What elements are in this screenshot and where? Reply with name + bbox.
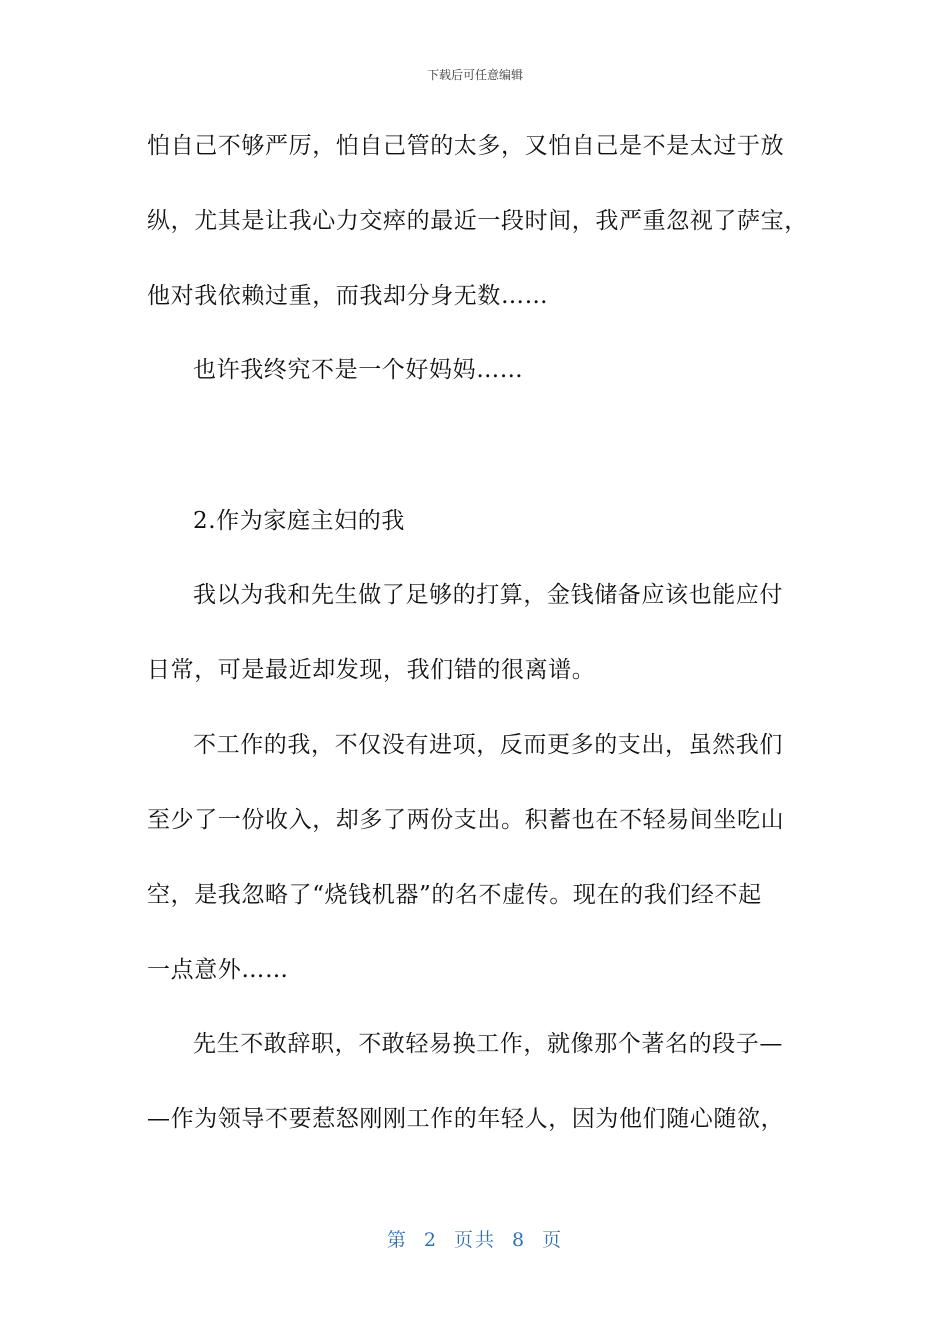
text-line: 至少了一份收入，却多了两份支出。积蓄也在不轻易间坐吃山 — [147, 807, 785, 833]
paragraph-line: 先生不敢辞职，不敢轻易换工作，就像那个著名的段子— — [193, 1031, 783, 1057]
paragraph-line: 我以为我和先生做了足够的打算，金钱储备应该也能应付 — [193, 582, 783, 608]
text-line: 空，是我忽略了“烧钱机器”的名不虚传。现在的我们经不起 — [147, 882, 762, 908]
text-line: 他对我依赖过重，而我却分身无数…… — [147, 283, 549, 309]
text-line: —作为领导不要惹怒刚刚工作的年轻人，因为他们随心随欲， — [147, 1106, 785, 1132]
footer-suffix: 页 — [542, 1229, 564, 1251]
text-line: 纵，尤其是让我心力交瘁的最近一段时间，我严重忽视了萨宝， — [147, 208, 808, 234]
paragraph-line: 也许我终究不是一个好妈妈…… — [193, 357, 524, 383]
section-heading: 2.作为家庭主妇的我 — [193, 508, 405, 534]
page-header-note: 下载后可任意编辑 — [426, 68, 523, 82]
total-pages-number: 8 — [512, 1229, 527, 1251]
paragraph-line: 不工作的我，不仅没有进项，反而更多的支出，虽然我们 — [193, 732, 783, 758]
current-page-number: 2 — [423, 1229, 438, 1251]
footer-prefix: 第 — [386, 1229, 408, 1251]
page-footer — [0, 1225, 950, 1252]
text-line: 日常，可是最近却发现，我们错的很离谱。 — [147, 657, 596, 683]
footer-middle: 页共 — [453, 1229, 496, 1251]
text-line: 怕自己不够严厉，怕自己管的太多，又怕自己是不是太过于放 — [147, 133, 785, 159]
text-line: 一点意外…… — [147, 957, 289, 983]
